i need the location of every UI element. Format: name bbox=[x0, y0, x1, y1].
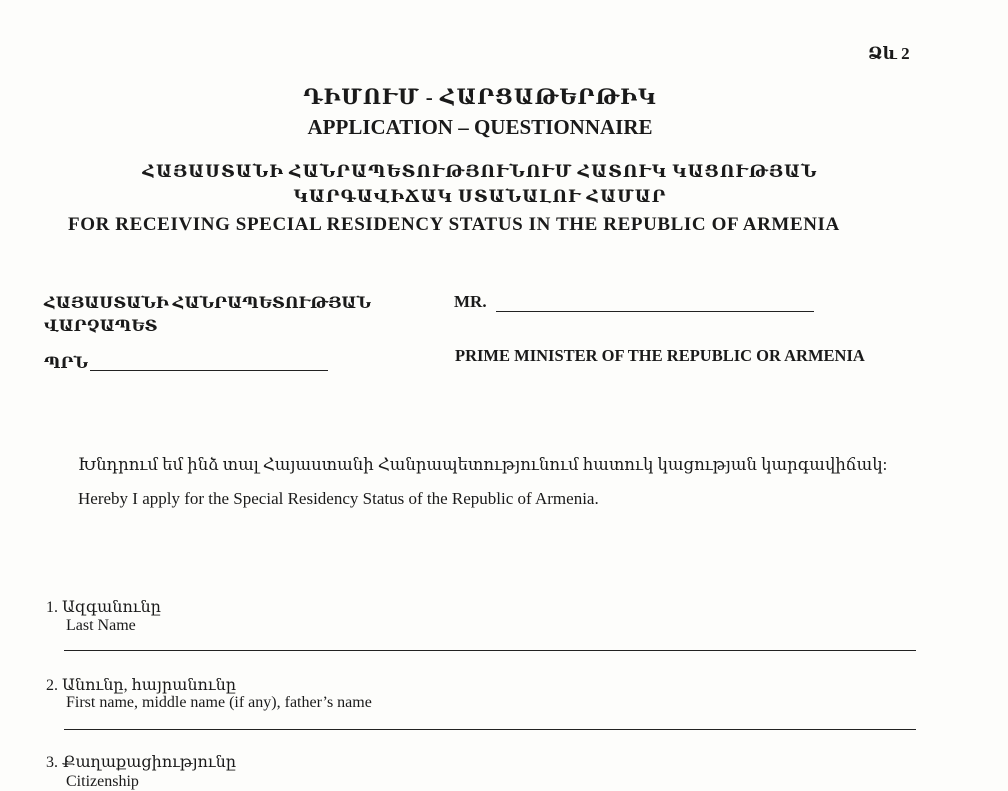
field-2-label-english: First name, middle name (if any), father’s name bbox=[66, 694, 372, 711]
subtitle-armenian-line2: ԿԱՐԳԱՎԻՃԱԿ ՍՏԱՆԱԼՈՒ ՀԱՄԱՐ bbox=[293, 187, 667, 206]
subtitle-english: FOR RECEIVING SPECIAL RESIDENCY STATUS IN THE REPUBLIC OF ARMENIA bbox=[68, 214, 840, 235]
addressee-armenian-line1: ՀԱՅԱՍՏԱՆԻ ՀԱՆՐԱՊԵՏՈՒԹՅԱՆ bbox=[44, 295, 372, 312]
pron-name-field[interactable] bbox=[90, 370, 328, 371]
field-3-label-armenian: 3. Քաղաքացիությունը bbox=[46, 754, 236, 771]
request-armenian: Խնդրում եմ ինձ տալ Հայաստանի Հանրապետությունում հատուկ կացության կարգավիճակ: bbox=[78, 455, 888, 474]
last-name-field[interactable] bbox=[64, 650, 916, 651]
field-1-label-armenian: 1. Ազգանունը bbox=[46, 599, 161, 616]
title-armenian: ԴԻՄՈՒՄ - ՀԱՐՑԱԹԵՐԹԻԿ bbox=[303, 85, 657, 109]
prime-minister-label: PRIME MINISTER OF THE REPUBLIC OR ARMENIA bbox=[455, 346, 865, 365]
title-english: APPLICATION – QUESTIONNAIRE bbox=[307, 115, 653, 139]
field-1-label-english: Last Name bbox=[66, 617, 136, 634]
subtitle-armenian-line1: ՀԱՅԱՍՏԱՆԻ ՀԱՆՐԱՊԵՏՈՒԹՅՈՒՆՈՒՄ ՀԱՏՈՒԿ ԿԱՑՈՒԹՅԱՆ bbox=[142, 162, 818, 181]
form-number: Ձև 2 bbox=[868, 44, 910, 63]
addressee-armenian-line2: ՎԱՐՉԱՊԵՏ bbox=[44, 318, 158, 335]
request-english: Hereby I apply for the Special Residency Status of the Republic of Armenia. bbox=[78, 489, 599, 508]
pron-label: ՊՐՆ bbox=[44, 355, 89, 372]
mr-name-field[interactable] bbox=[496, 311, 814, 312]
mr-label: MR. bbox=[454, 292, 487, 311]
field-2-label-armenian: 2. Անունը, հայրանունը bbox=[46, 677, 237, 694]
field-3-label-english: Citizenship bbox=[66, 773, 139, 790]
first-name-field[interactable] bbox=[64, 729, 916, 730]
